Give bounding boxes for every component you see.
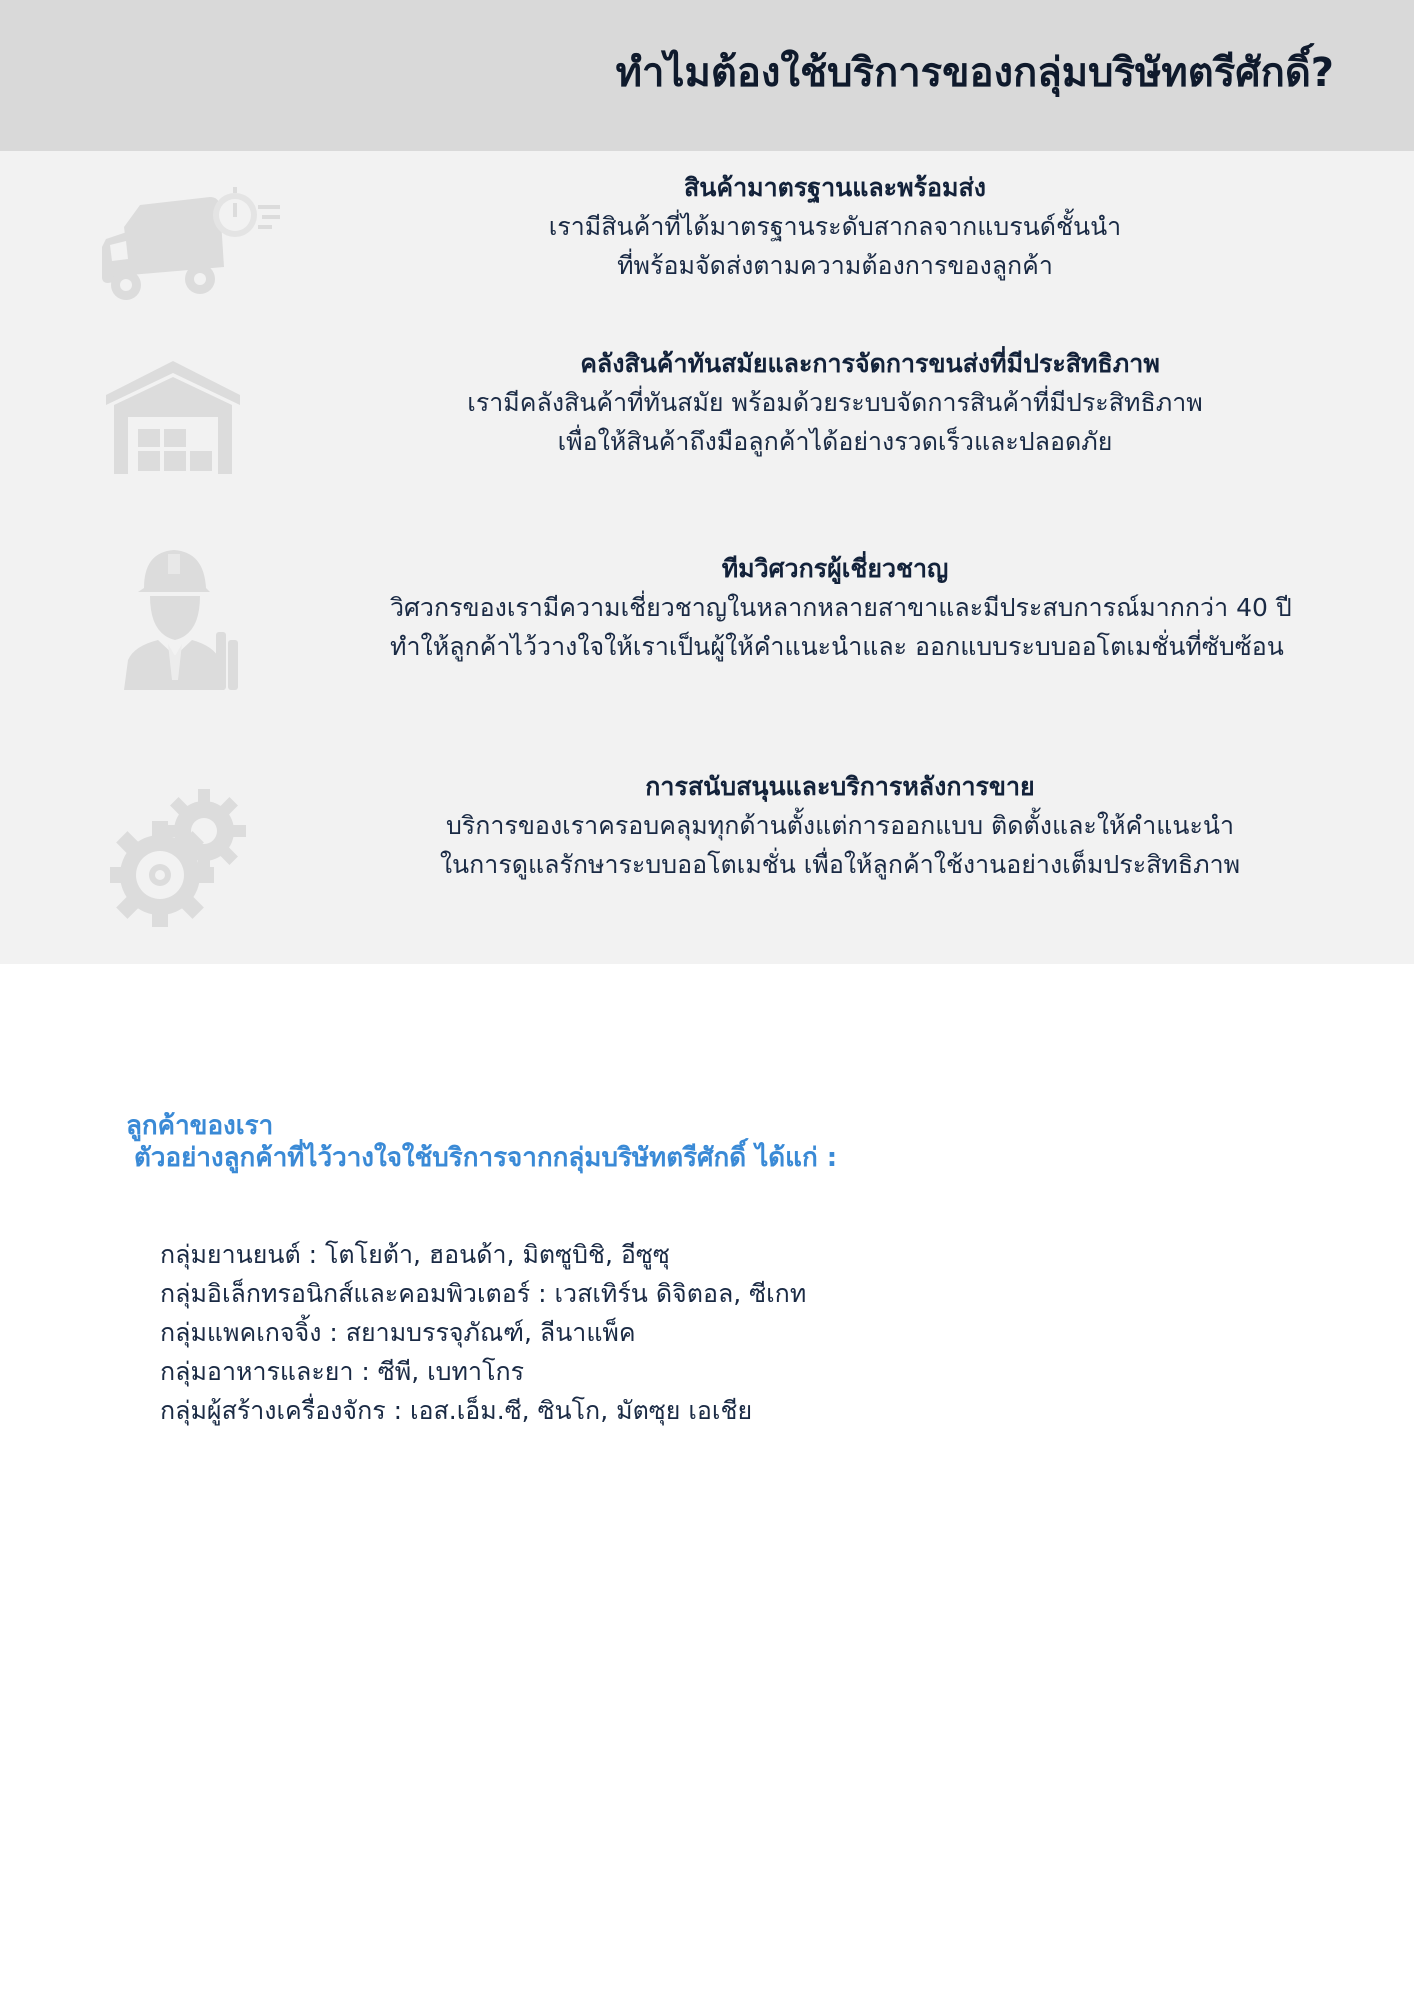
customer-list [160, 1235, 806, 1430]
list-item: กลุ่มยานยนต์ : โตโยต้า, ฮอนด้า, มิตซูบิชิ, อีซูซุ [160, 1240, 670, 1269]
list-item: กลุ่มอาหารและยา : ซีพี, เบทาโกร [160, 1357, 525, 1386]
feature-description-line: ในการดูแลรักษาระบบออโตเมชั่น เพื่อให้ลูกค้าใช้งานอย่างเต็มประสิทธิภาพ [439, 850, 1241, 879]
feature-expert-engineers [390, 549, 1292, 666]
feature-description-line: ทำให้ลูกค้าไว้วางใจให้เราเป็นผู้ให้คำแนะนำและ ออกแบบระบบออโตเมชั่นที่ซับซ้อน [390, 632, 1284, 661]
list-item: กลุ่มแพคเกจจิ้ง : สยามบรรจุภัณฑ์, ลีนาแพ็ค [160, 1318, 636, 1347]
feature-description-line: วิศวกรของเรามีความเชี่ยวชาญในหลากหลายสาขาและมีประสบการณ์มากกว่า 40 ปี [390, 593, 1292, 622]
list-item: กลุ่มผู้สร้างเครื่องจักร : เอส.เอ็ม.ซี, ซินโก, มัตซุย เอเชีย [160, 1396, 753, 1425]
page-title: ทำไมต้องใช้บริการของกลุ่มบริษัทตรีศักดิ์? [615, 50, 1334, 96]
feature-description-line: เรามีสินค้าที่ได้มาตรฐานระดับสากลจากแบรนด์ชั้นนำ [548, 212, 1122, 241]
features-section [0, 151, 1414, 964]
delivery-truck-icon [100, 187, 285, 307]
feature-warehouse-logistics [440, 344, 1230, 461]
feature-title: ทีมวิศวกรผู้เชี่ยวชาญ [721, 554, 949, 583]
feature-title: สินค้ามาตรฐานและพร้อมส่ง [684, 173, 986, 202]
feature-description-line: ที่พร้อมจัดส่งตามความต้องการของลูกค้า [617, 251, 1053, 280]
feature-title: คลังสินค้าทันสมัยและการจัดการขนส่งที่มีประสิทธิภาพ [580, 349, 1160, 378]
customers-subheading: ตัวอย่างลูกค้าที่ไว้วางใจใช้บริการจากกลุ่มบริษัทตรีศักดิ์ ได้แก่ : [134, 1143, 838, 1173]
gears-icon [110, 787, 250, 927]
engineer-icon [124, 548, 242, 690]
page-header [0, 0, 1414, 151]
feature-description-line: บริการของเราครอบคลุมทุกด้านตั้งแต่การออกแบบ ติดตั้งและให้คำแนะนำ [445, 811, 1235, 840]
feature-standard-products [535, 168, 1135, 285]
feature-description-line: เพื่อให้สินค้าถึงมือลูกค้าได้อย่างรวดเร็วและปลอดภัย [557, 427, 1113, 456]
feature-after-sales-support [420, 767, 1260, 884]
customers-heading: ลูกค้าของเรา [126, 1111, 274, 1141]
warehouse-icon [106, 361, 240, 474]
feature-title: การสนับสนุนและบริการหลังการขาย [645, 772, 1035, 801]
list-item: กลุ่มอิเล็กทรอนิกส์และคอมพิวเตอร์ : เวสเทิร์น ดิจิตอล, ซีเกท [160, 1279, 807, 1308]
feature-description-line: เรามีคลังสินค้าที่ทันสมัย พร้อมด้วยระบบจัดการสินค้าที่มีประสิทธิภาพ [467, 388, 1203, 417]
